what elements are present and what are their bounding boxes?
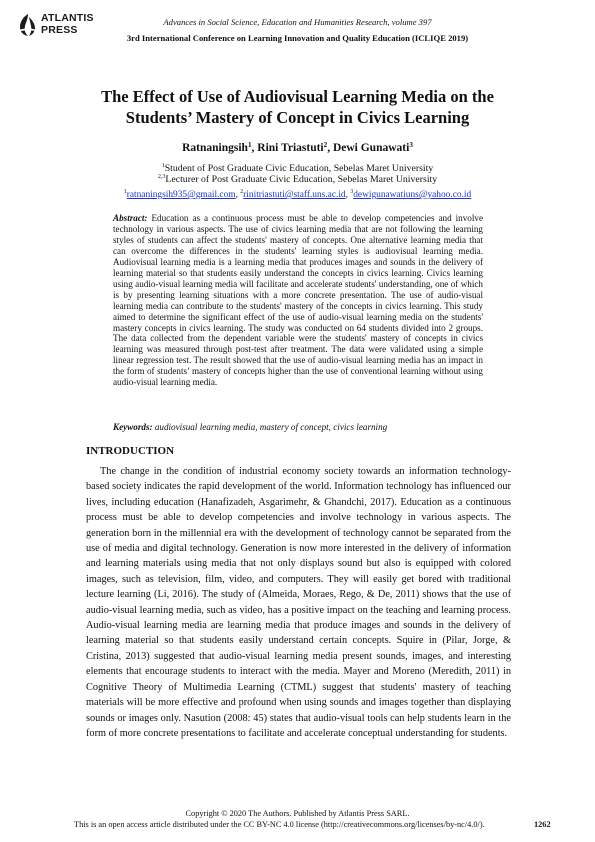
- email-superscript: 3: [350, 189, 354, 195]
- email-link[interactable]: ratnaningsih935@gmail.com: [126, 190, 236, 200]
- affiliation-superscript: 1: [161, 163, 165, 169]
- author-superscript: 1: [247, 141, 252, 149]
- affiliation: [0, 163, 595, 174]
- author-name: Rini Triastuti: [257, 142, 324, 154]
- author-name: Dewi Gunawati: [332, 142, 410, 154]
- author-list: Ratnaningsih$^1$, Rini Triastuti$^2$, Dewi Gunawati$^3$: [182, 141, 413, 154]
- footer-copyright: Copyright © 2020 The Authors. Published by Atlantis Press SARL.: [185, 809, 410, 818]
- introduction-paragraph: The change in the condition of industrial economy society towards an information technology-based society indicates the rapid development of the world. Information technology has influenced our lives, including education (Hanafizadeh, Asgarimehr, & Ghandchi, 2017). Education as a continuous process must be able to develop competencies and involve technology in various aspects. The generation born in the millennial era with the development of technology cannot be separated from the use of media and digital technology. Generation is now more interested in the delivery of information and learning materials using media that not only displays sound but also is equipped with colored images, such as television, film, video, and computers. They will easily get bored with traditional lecture learning (Li, 2016). The study of (Almeida, Moraes, Rego, & De, 2011) shows that the use of audio-visual learning media, such as video, has a positive impact on the teaching and learning process. Audio-visual learning media are learning media that produce images and sounds in the delivery of learning material so that students easily understand certain concepts. Squire in (Pilar, Jorge, & Cristina, 2013) suggested that audio-visual learning media present sounds, images, and interesting elements that encourage students to interact with the media. Mayer and Moreno (Meredith, 2011) in Cognitive Theory of Multimedia Learning (CTML) suggest that students' mastery of teaching materials will be more effective and profound when using sounds and images together than displaying sounds or images only. Nasution (2008: 45) states that audio-visual tools can help students learn in the form of more concrete presentations to facilitate and accelerate conceptual understanding for students.: [86, 466, 511, 739]
- affiliation-text: Lecturer of Post Graduate Civic Education, Sebelas Maret University: [165, 174, 438, 185]
- abstract-text: Education as a continuous process must be able to develop competencies and involve technology in various aspects. The use of civics learning media that are not following the learning styles of students can affect the students' mastery of concepts. One alternative learning media that can overcome the differences in the students' learning styles is audiovisual learning media. Audiovisual learning media is a learning media that produces images and sounds in the delivery of learning material so that students easily understand the concepts in civics learning. Civics learning using audio-visual learning media will facilitate and accelerate students' understanding, one of which is by presenting learning situations with a more concrete presentation. The use of audio-visual learning media can contribute to the students' mastery of the concepts in civics learning. This study aimed to determine the significant effect of the use of audio-visual learning media on the students' mastery concepts in civics learning. The study was conducted on 64 students divided into 2 groups. The data collected from the dependent variable were the students' mastery of concepts in civics learning was measured through post-test after treatment. The data were validated using a simple linear regression test. The result showed that the use of audio-visual learning media has an impact in the form of students’ mastery of concepts higher than the use of conventional learning without using audio-visual learning media.: [113, 213, 483, 388]
- abstract: [113, 213, 483, 388]
- keywords: [113, 422, 483, 432]
- footer-license: This is an open access article distributed under the CC BY-NC 4.0 license (http://creativecommons.org/licenses/by-nc/4.0/).: [74, 820, 485, 829]
- author-name: Ratnaningsih: [182, 142, 248, 154]
- affiliation-text: Student of Post Graduate Civic Education, Sebelas Maret University: [164, 163, 434, 174]
- email-link[interactable]: dewigunawatiuns@yahoo.co.id: [353, 190, 472, 200]
- author-emails: $^1$ratnaningsih935@gmail.com, $^2$rinitriastuti@staff.uns.ac.id, $^3$dewigunawatiuns@yahoo.co.id: [123, 189, 472, 200]
- abstract-label: Abstract:: [113, 213, 148, 223]
- section-heading: INTRODUCTION: [86, 445, 175, 457]
- conference-name: 3rd International Conference on Learning Innovation and Quality Education (ICLIQE 2019): [126, 33, 469, 43]
- email-superscript: 1: [123, 189, 127, 195]
- keywords-label: Keywords:: [113, 422, 153, 432]
- author-superscript: 3: [409, 141, 413, 149]
- email-link[interactable]: rinitriastuti@staff.uns.ac.id: [243, 190, 346, 200]
- keywords-text: audiovisual learning media, mastery of concept, civics learning: [154, 422, 388, 432]
- logo-line-1: ATLANTIS: [41, 12, 94, 24]
- logo-line-2: PRESS: [41, 23, 78, 36]
- paper-title: The Effect of Use of Audiovisual Learning Media on the Students’ Mastery of Concept in Civics Learning: [101, 87, 494, 127]
- journal-name: Advances in Social Science, Education and Humanities Research, volume 397: [163, 17, 432, 27]
- affiliation-superscript: 2,3: [157, 174, 166, 180]
- author-superscript: 2: [323, 141, 328, 149]
- email-superscript: 2: [240, 189, 244, 195]
- page-number: 1262: [534, 820, 551, 829]
- affiliation: [0, 174, 595, 185]
